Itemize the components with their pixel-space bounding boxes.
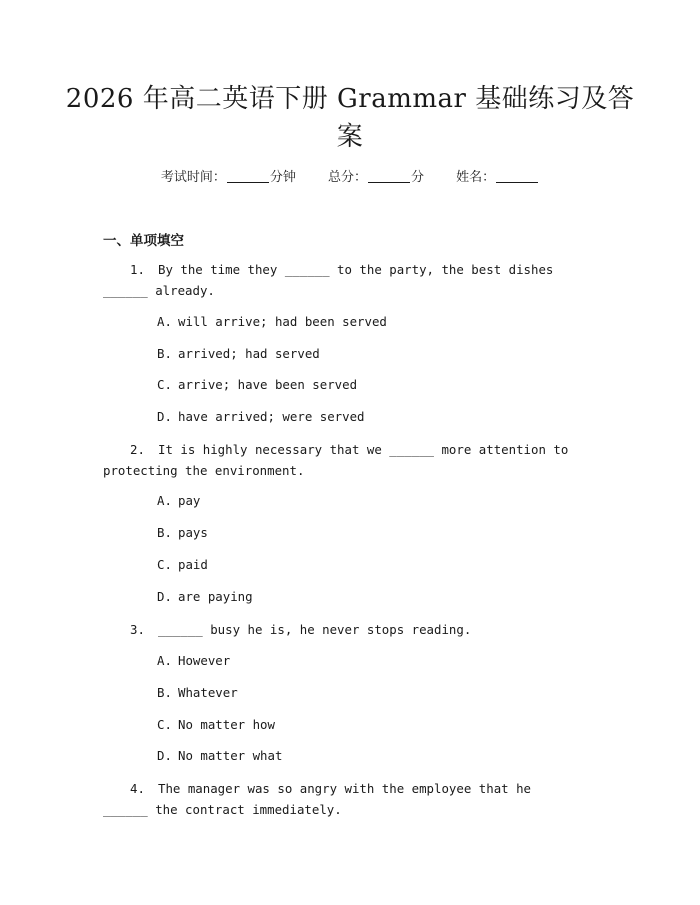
time-label: 考试时间： [160, 170, 226, 185]
question-4 [103, 778, 583, 820]
option-letter: A. [157, 493, 172, 508]
time-blank [227, 168, 269, 183]
question-1-option-b [157, 345, 320, 363]
section-heading: 一、单项填空 [103, 233, 184, 249]
option-letter: C. [157, 377, 172, 392]
option-letter: B. [157, 525, 172, 540]
option-text: arrived; had served [178, 346, 320, 361]
title-line-2: 案 [336, 122, 364, 152]
question-number: 4. [130, 781, 145, 796]
option-letter: D. [157, 409, 172, 424]
option-letter: A. [157, 653, 172, 668]
question-2-option-a [157, 492, 200, 510]
option-letter: D. [157, 589, 172, 604]
question-text: ______ busy he is, he never stops reading. [158, 622, 472, 637]
question-number: 1. [130, 262, 145, 277]
option-text: No matter what [178, 748, 283, 763]
option-text: will arrive; had been served [178, 314, 387, 329]
question-1-option-a [157, 313, 387, 331]
name-label: 姓名： [456, 170, 496, 185]
option-text: arrive; have been served [178, 377, 358, 392]
option-letter: B. [157, 346, 172, 361]
question-3-option-d [157, 747, 282, 765]
question-2-option-b [157, 524, 208, 542]
name-blank [496, 168, 538, 183]
option-letter: C. [157, 717, 172, 732]
question-1-option-d [157, 408, 365, 426]
time-unit: 分钟 [269, 170, 296, 185]
option-text: are paying [178, 589, 253, 604]
question-text: The manager was so angry with the employee that he ______ the contract immediately. [103, 781, 531, 817]
question-2-option-c [157, 556, 208, 574]
option-text: No matter how [178, 717, 275, 732]
question-text: It is highly necessary that we ______ more attention to protecting the environment. [103, 442, 569, 478]
option-letter: A. [157, 314, 172, 329]
question-3 [103, 619, 583, 640]
score-label: 总分： [327, 170, 367, 185]
option-text: have arrived; were served [178, 409, 365, 424]
option-letter: B. [157, 685, 172, 700]
score-unit: 分 [411, 170, 425, 185]
option-text: Whatever [178, 685, 238, 700]
title-line-1: 2026 年高二英语下册 Grammar 基础练习及答 [65, 84, 635, 114]
score-blank [368, 168, 410, 183]
option-text: pay [178, 493, 201, 508]
exam-name [456, 168, 539, 188]
option-letter: D. [157, 748, 172, 763]
question-3-option-b [157, 684, 238, 702]
option-text: paid [178, 557, 208, 572]
exam-meta [0, 168, 700, 188]
option-text: However [178, 653, 231, 668]
question-2 [103, 439, 583, 481]
question-number: 3. [130, 622, 145, 637]
exam-score [328, 168, 424, 188]
document-title [60, 80, 640, 156]
question-1-option-c [157, 376, 357, 394]
option-text: pays [178, 525, 208, 540]
exam-time [161, 168, 296, 188]
question-3-option-c [157, 716, 275, 734]
question-number: 2. [130, 442, 145, 457]
option-letter: C. [157, 557, 172, 572]
question-text: By the time they ______ to the party, the best dishes ______ already. [103, 262, 554, 298]
question-1 [103, 259, 583, 301]
question-3-option-a [157, 652, 230, 670]
question-2-option-d [157, 588, 253, 606]
